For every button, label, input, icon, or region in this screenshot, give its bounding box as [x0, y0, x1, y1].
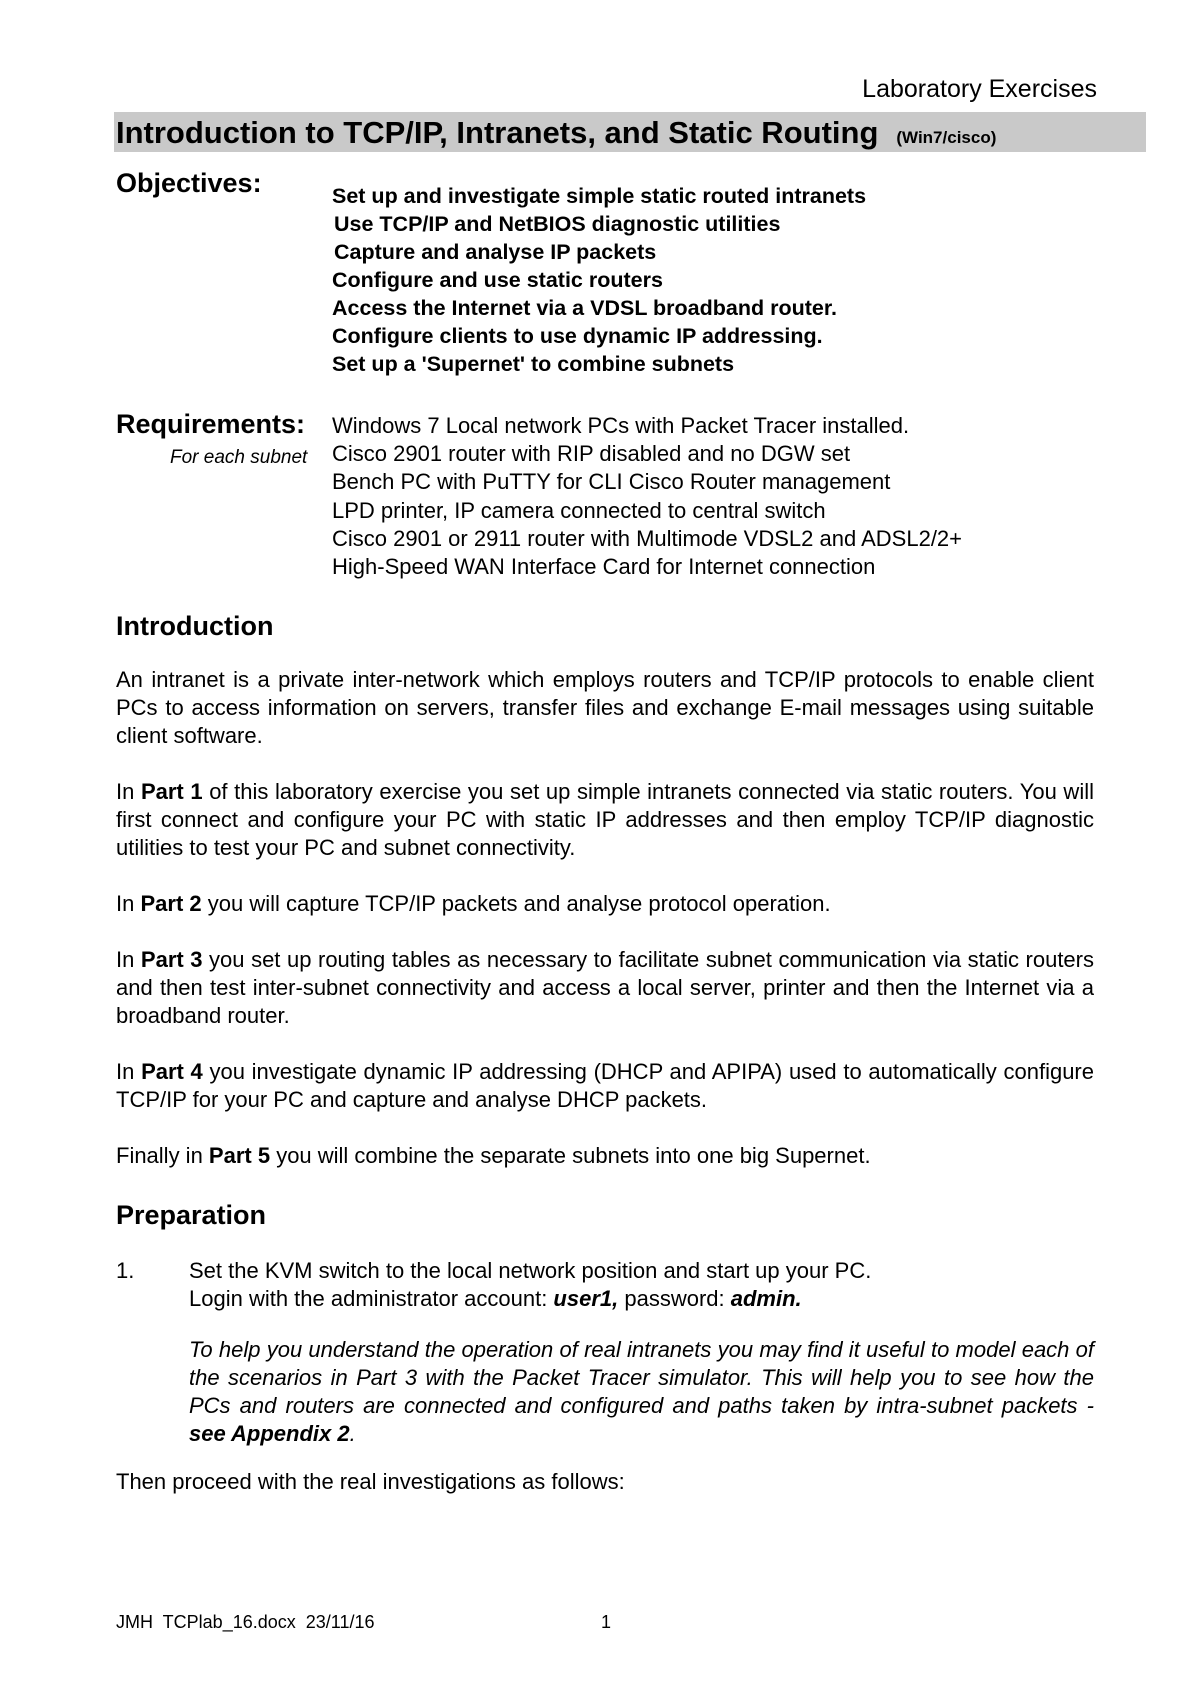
step-1-text — [189, 1257, 871, 1313]
step-1-line-2 — [189, 1285, 871, 1313]
objective-item: Capture and analyse IP packets — [334, 240, 657, 264]
section-label: Laboratory Exercises — [862, 75, 1097, 103]
intro-paragraph-4 — [116, 946, 1094, 1031]
p2-pre: In — [116, 779, 141, 804]
p5-pre: In — [116, 1059, 142, 1084]
part-1-label: Part 1 — [140, 779, 203, 804]
objective-item: Configure and use static routers — [332, 268, 663, 292]
part-5-label: Part 5 — [208, 1143, 271, 1168]
part-2-label: Part 2 — [140, 891, 202, 916]
p5-post: you investigate dynamic IP addressing (DHCP and APIPA) used to automatically configure TCP/IP for your PC and capture and analyse DHCP packets. — [116, 1059, 1094, 1113]
p6-pre: Finally in — [116, 1143, 209, 1168]
objective-item: Configure clients to use dynamic IP addressing. — [332, 324, 823, 348]
requirements-list — [332, 412, 962, 581]
note-end: . — [349, 1421, 356, 1446]
username-value: user1, — [553, 1286, 619, 1311]
note-text: To help you understand the operation of real intranets you may find it useful to model each of the scenarios in Part 3 with the Packet Tracer simulator. This will help you to see how the PCs and routers are connected and configured and paths taken by intra-subnet packets - — [189, 1337, 1094, 1418]
intro-paragraph-3 — [116, 890, 1094, 918]
closing-paragraph: Then proceed with the real investigations as follows: — [116, 1469, 625, 1494]
p2-post: of this laboratory exercise you set up simple intranets connected via static routers. You will first connect and configure your PC with static IP addresses and then employ TCP/IP diagnostic utilities to test your PC and subnet connectivity. — [116, 779, 1094, 861]
objectives-list — [332, 182, 866, 378]
requirement-item: High-Speed WAN Interface Card for Internet connection — [332, 554, 876, 580]
requirements-side-note: For each subnet — [170, 447, 308, 468]
requirement-item: Windows 7 Local network PCs with Packet Tracer installed. — [332, 413, 910, 438]
part-4-label: Part 4 — [141, 1059, 203, 1084]
requirement-item: LPD printer, IP camera connected to central switch — [332, 497, 826, 523]
footer-page-number: 1 — [601, 1612, 612, 1632]
requirement-item: Cisco 2901 or 2911 router with Multimode VDSL2 and ADSL2/2+ — [332, 525, 963, 551]
p4-pre: In — [116, 947, 141, 972]
objective-item: Set up and investigate simple static routed intranets — [332, 184, 867, 208]
objective-item: Use TCP/IP and NetBIOS diagnostic utilities — [334, 212, 781, 236]
title-suffix: (Win7/cisco) — [896, 128, 997, 147]
title-main: Introduction to TCP/IP, Intranets, and Static Routing — [116, 115, 879, 150]
preparation-heading: Preparation — [116, 1200, 267, 1230]
appendix-reference: see Appendix 2 — [189, 1421, 350, 1446]
p3-post: you will capture TCP/IP packets and analyse protocol operation. — [201, 891, 831, 916]
intro-paragraph-2 — [116, 778, 1094, 863]
footer-doc-info: JMH TCPlab_16.docx 23/11/16 — [116, 1612, 375, 1632]
intro-paragraph-5 — [116, 1058, 1094, 1114]
objective-item: Access the Internet via a VDSL broadband router. — [332, 296, 837, 320]
step-1-note — [189, 1336, 1094, 1448]
requirement-item: Bench PC with PuTTY for CLI Cisco Router management — [332, 469, 891, 495]
step-number: 1. — [116, 1258, 135, 1283]
login-text: Login with the administrator account: — [189, 1286, 554, 1311]
requirements-label: Requirements: — [116, 409, 306, 439]
intro-paragraph-6 — [116, 1142, 1094, 1170]
password-text: password: — [618, 1286, 731, 1311]
p4-post: you set up routing tables as necessary to facilitate subnet communication via static routers and then test inter-subnet connectivity and access a local server, printer and then the Internet via a broadband router. — [116, 947, 1094, 1029]
requirement-item: Cisco 2901 router with RIP disabled and no DGW set — [332, 441, 851, 467]
step-1-line-1: Set the KVM switch to the local network position and start up your PC. — [189, 1258, 872, 1283]
password-value: admin. — [730, 1286, 802, 1311]
intro-paragraph-1: An intranet is a private inter-network which employs routers and TCP/IP protocols to enable client PCs to access information on servers, transfer files and exchange E-mail messages using suitable client software. — [116, 667, 1094, 749]
objective-item: Set up a 'Supernet' to combine subnets — [332, 352, 735, 376]
p6-post: you will combine the separate subnets into one big Supernet. — [270, 1143, 871, 1168]
introduction-heading: Introduction — [116, 611, 274, 641]
p3-pre: In — [116, 891, 141, 916]
objectives-label: Objectives: — [116, 168, 262, 198]
page-title — [116, 115, 996, 156]
part-3-label: Part 3 — [140, 947, 203, 972]
